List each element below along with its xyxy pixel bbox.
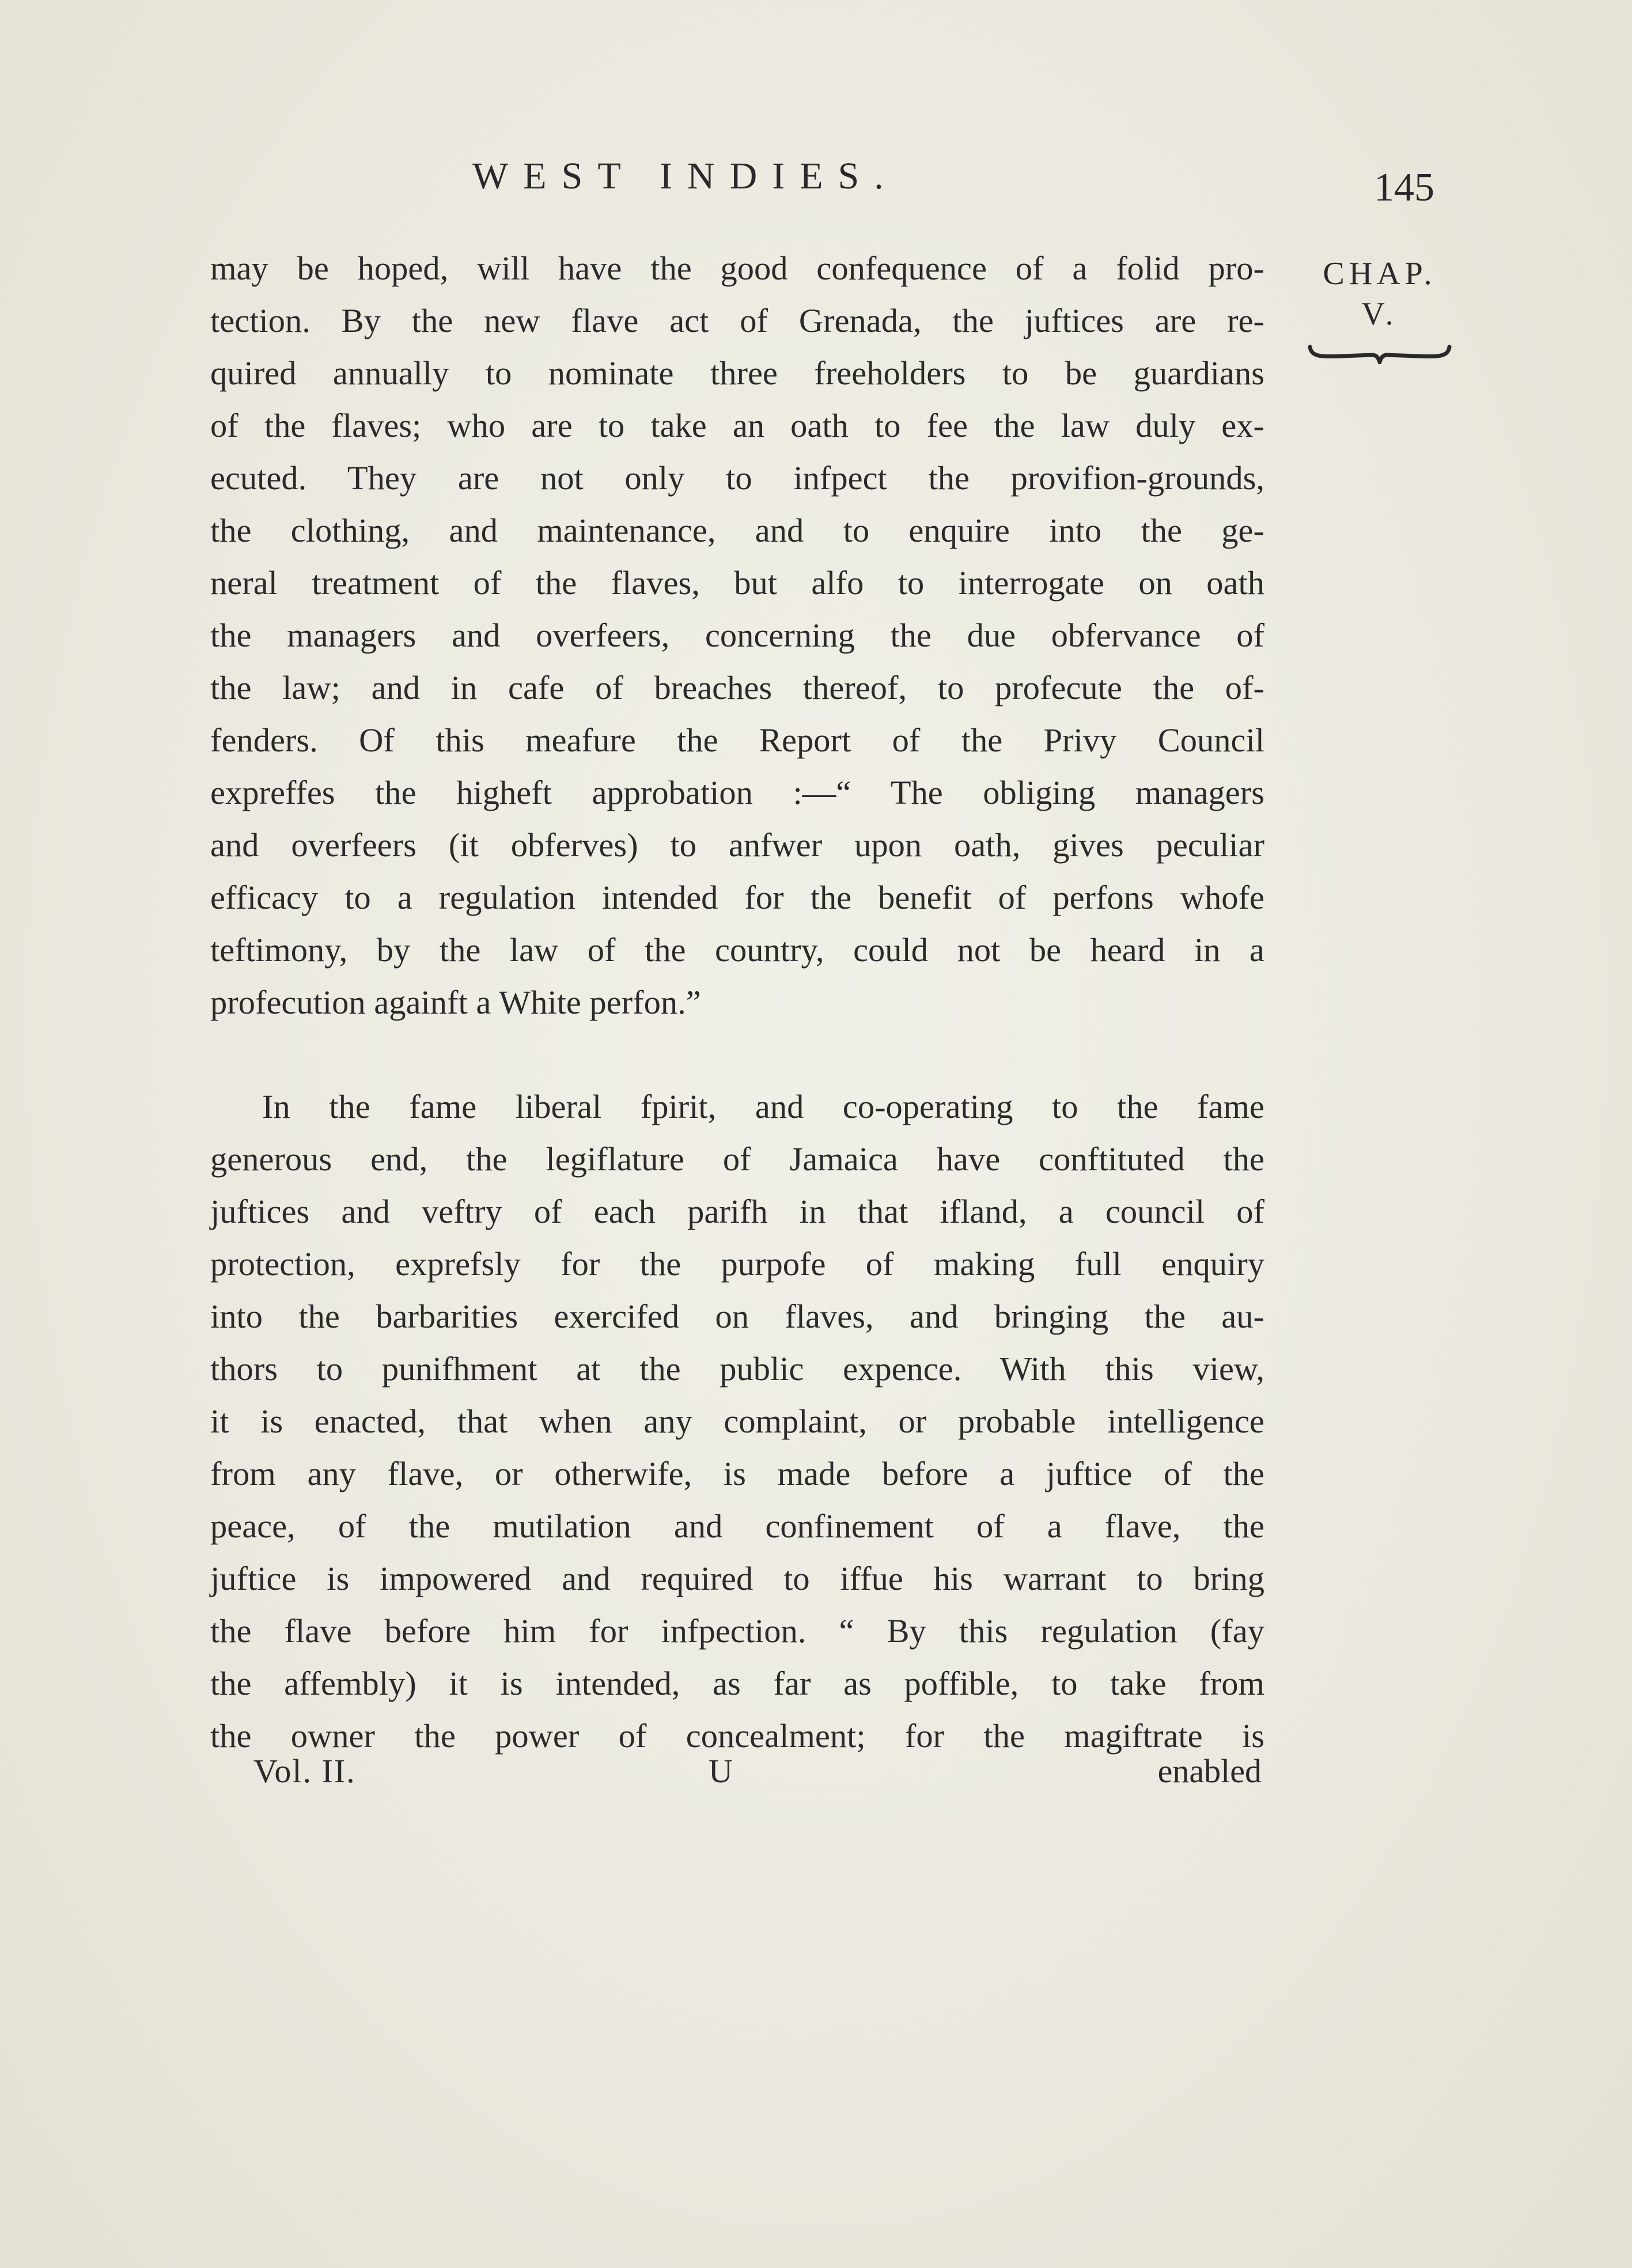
chapter-marginal-note: [1299, 254, 1460, 364]
text-line: the managers and overfeers, concerning the due obfervance of: [210, 617, 1264, 654]
text-line: the clothing, and maintenance, and to enquire into the ge-: [210, 512, 1264, 549]
text-line: quired annually to nominate three freeholders to be guardians: [210, 354, 1264, 392]
text-line: tection. By the new flave act of Grenada, the juftices are re-: [210, 302, 1264, 339]
text-line: efficacy to a regulation intended for the benefit of perfons whofe: [210, 879, 1264, 916]
text-line: and overfeers (it obferves) to anfwer upon oath, gives peculiar: [210, 826, 1264, 864]
text-line: juftices and veftry of each parifh in that ifland, a council of: [210, 1193, 1264, 1230]
text-line: it is enacted, that when any complaint, or probable intelligence: [210, 1403, 1264, 1440]
page-number: 145: [1374, 165, 1434, 210]
text-line: thors to punifhment at the public expence. With this view,: [210, 1350, 1264, 1388]
paragraph-gap: [210, 1029, 1264, 1080]
text-line: the flave before him for infpection. “ By this regulation (fay: [210, 1612, 1264, 1650]
text-line: into the barbarities exercifed on flaves, and bringing the au-: [210, 1298, 1264, 1335]
text-line: from any flave, or otherwife, is made before a juftice of the: [210, 1455, 1264, 1492]
text-line: the affembly) it is intended, as far as poffible, to take from: [210, 1665, 1264, 1702]
text-line: neral treatment of the flaves, but alfo to interrogate on oath: [210, 564, 1264, 602]
brace-ornament-icon: [1308, 343, 1452, 364]
text-line: In the fame liberal fpirit, and co-operating to the fame: [262, 1088, 1264, 1125]
text-line: protection, exprefsly for the purpofe of making full enquiry: [210, 1245, 1264, 1283]
text-line: ecuted. They are not only to infpect the provifion-grounds,: [210, 459, 1264, 497]
body-text: [210, 242, 1264, 1762]
text-line: generous end, the legiflature of Jamaica have conftituted the: [210, 1140, 1264, 1178]
text-line: expreffes the higheft approbation :—“ The obliging managers: [210, 774, 1264, 811]
paragraph: [210, 242, 1264, 1029]
text-line: of the flaves; who are to take an oath to fee the law duly ex-: [210, 407, 1264, 444]
volume-label: Vol. II.: [253, 1752, 356, 1790]
text-line: fenders. Of this meafure the Report of the Privy Council: [210, 721, 1264, 759]
text-line: teftimony, by the law of the country, could not be heard in a: [210, 931, 1264, 969]
text-line: the law; and in cafe of breaches thereof, to profecute the of-: [210, 669, 1264, 706]
running-title: WEST INDIES.: [472, 155, 899, 197]
chapter-number: V.: [1361, 296, 1398, 332]
catchword: enabled: [1157, 1752, 1262, 1790]
text-line: peace, of the mutilation and confinement of a flave, the: [210, 1507, 1264, 1545]
page-footer: [253, 1752, 1262, 1804]
text-line: profecution againft a White perfon.”: [210, 984, 701, 1021]
text-line: the owner the power of concealment; for the magiftrate is: [210, 1717, 1264, 1755]
text-line: may be hoped, will have the good confequence of a folid pro-: [210, 250, 1264, 287]
text-line: juftice is impowered and required to iffue his warrant to bring: [210, 1560, 1264, 1597]
paragraph: [210, 1080, 1264, 1762]
chapter-label: CHAP.: [1323, 256, 1437, 292]
signature-mark: U: [709, 1752, 733, 1790]
